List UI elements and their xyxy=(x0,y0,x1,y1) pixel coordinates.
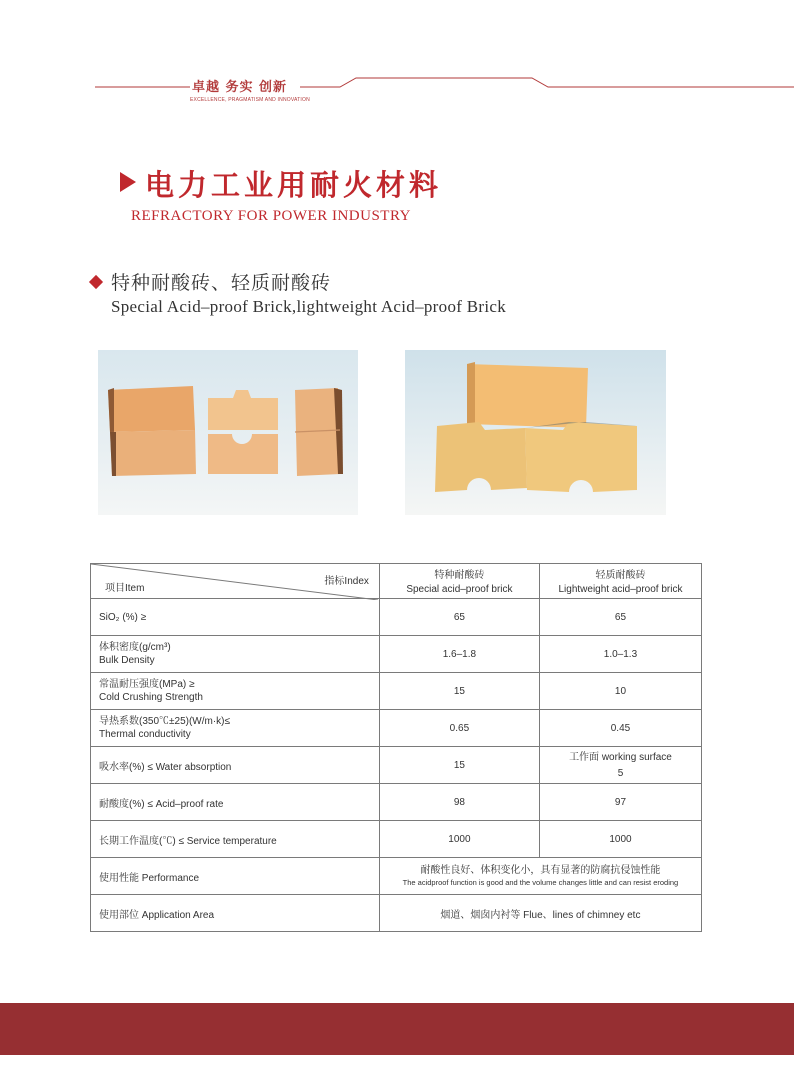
row-value-lightweight: 10 xyxy=(539,673,701,710)
row-value-special: 1.6–1.8 xyxy=(379,636,539,673)
row-label-en: Bulk Density xyxy=(99,655,155,666)
header-col-lightweight-cn: 轻质耐酸砖 xyxy=(595,569,646,581)
section-title: 特种耐酸砖、轻质耐酸砖 xyxy=(111,272,332,294)
header-col-special xyxy=(379,564,539,599)
table-row xyxy=(91,599,702,636)
product-photo-lightweight-brick xyxy=(405,350,666,515)
row-label-cell xyxy=(91,710,380,747)
header-divider xyxy=(0,60,794,110)
row-label-cell xyxy=(91,636,380,673)
footer-bar xyxy=(0,1003,794,1055)
page-title-en: REFRACTORY FOR POWER INDUSTRY xyxy=(131,208,411,224)
title-triangle-icon xyxy=(120,172,136,192)
table-row xyxy=(91,784,702,821)
header-col-special-cn: 特种耐酸砖 xyxy=(434,569,485,581)
table-row-application xyxy=(91,895,702,932)
table-row xyxy=(91,821,702,858)
row-value-lightweight: 工作面 working surface xyxy=(569,751,672,763)
table-row-performance xyxy=(91,858,702,895)
spec-table xyxy=(90,563,702,932)
row-label: 导热系数(350℃±25)(W/m·k)≤ xyxy=(99,716,230,727)
row-label: SiO₂ (%) ≥ xyxy=(91,599,380,636)
row-label: 长期工作温度(℃) ≤ Service temperature xyxy=(91,821,380,858)
table-row xyxy=(91,747,702,784)
row-label: 体积密度(g/cm³) xyxy=(99,642,171,653)
row-value-special: 1000 xyxy=(379,821,539,858)
slogan-cn: 卓越 务实 创新 xyxy=(192,80,288,95)
diamond-icon xyxy=(89,275,103,289)
row-value-special: 15 xyxy=(379,747,539,784)
product-photo-special-brick xyxy=(98,350,358,515)
slogan-en: EXCELLENCE, PRAGMATISM AND INNOVATION xyxy=(190,97,310,103)
application-value: 烟道、烟囱内衬等 Flue、lines of chimney etc xyxy=(379,895,701,932)
performance-value-cn: 耐酸性良好、体积变化小，具有显著的防腐抗侵蚀性能 xyxy=(420,864,661,876)
row-value-lightweight-cell xyxy=(539,747,701,784)
row-label-cell xyxy=(91,673,380,710)
performance-value-en: The acidproof function is good and the volume changes little and can resist eroding xyxy=(402,877,679,887)
row-value-lightweight: 1000 xyxy=(539,821,701,858)
section-title-en: Special Acid–proof Brick,lightweight Acid–proof Brick xyxy=(111,297,507,316)
row-value-lightweight: 65 xyxy=(539,599,701,636)
performance-label: 使用性能 Performance xyxy=(91,858,380,895)
row-value-special: 0.65 xyxy=(379,710,539,747)
page-title: 电力工业用耐火材料 xyxy=(145,168,443,202)
row-value-special: 98 xyxy=(379,784,539,821)
header-item-index-cell xyxy=(91,564,380,599)
performance-value-cell xyxy=(379,858,701,895)
row-label-en: Cold Crushing Strength xyxy=(99,692,203,703)
table-row xyxy=(91,636,702,673)
header-col-special-en: Special acid–proof brick xyxy=(406,583,513,595)
row-value-lightweight: 97 xyxy=(539,784,701,821)
row-value-lightweight: 1.0–1.3 xyxy=(539,636,701,673)
table-row xyxy=(91,710,702,747)
row-label-en: Thermal conductivity xyxy=(99,729,191,740)
header-col-lightweight xyxy=(539,564,701,599)
row-value-special: 65 xyxy=(379,599,539,636)
row-label: 吸水率(%) ≤ Water absorption xyxy=(91,747,380,784)
row-value-lightweight: 0.45 xyxy=(539,710,701,747)
table-header-row xyxy=(91,564,702,599)
header-index: 指标Index xyxy=(324,576,369,587)
row-label: 耐酸度(%) ≤ Acid–proof rate xyxy=(91,784,380,821)
row-label: 常温耐压强度(MPa) ≥ xyxy=(99,679,195,690)
row-value-lightweight-sub: 5 xyxy=(617,767,624,779)
row-value-special: 15 xyxy=(379,673,539,710)
application-label: 使用部位 Application Area xyxy=(91,895,380,932)
header-item: 项目Item xyxy=(105,583,145,594)
header-col-lightweight-en: Lightweight acid–proof brick xyxy=(558,583,683,595)
table-row xyxy=(91,673,702,710)
